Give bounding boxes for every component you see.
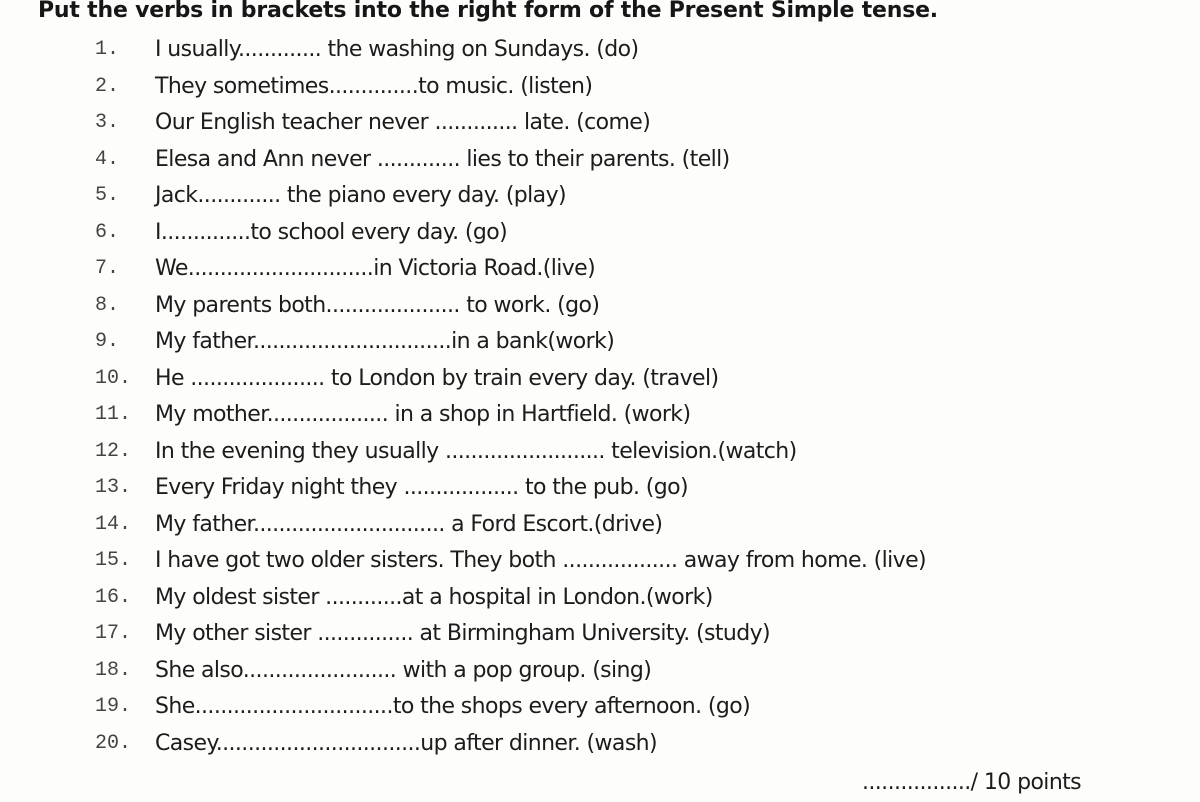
item-sentence: My other sister ............... at Birmingham University. (study)	[155, 621, 770, 646]
item-sentence: She...............................to the shops every afternoon. (go)	[155, 694, 751, 719]
item-sentence: I..............to school every day. (go)	[155, 219, 508, 245]
item-sentence: Jack............. the piano every day. (play)	[155, 183, 566, 208]
exercise-item	[95, 215, 926, 252]
instruction-heading: Put the verbs in brackets into the right form of the Present Simple tense.	[38, 0, 938, 23]
score-line: ................./ 10 points	[862, 770, 1082, 795]
exercise-item	[95, 288, 926, 325]
item-number: 7.	[95, 257, 120, 280]
exercise-item	[95, 361, 926, 398]
item-sentence: My father...............................in a bank(work)	[155, 329, 615, 354]
exercise-item	[95, 178, 926, 215]
item-number: 13.	[95, 476, 132, 499]
item-sentence: My parents both..................... to work. (go)	[155, 292, 600, 318]
item-number: 15.	[95, 549, 132, 572]
item-sentence: Elesa and Ann never ............. lies to their parents. (tell)	[155, 146, 730, 172]
item-sentence: Casey................................up after dinner. (wash)	[155, 730, 658, 756]
item-number: 14.	[95, 512, 132, 536]
item-sentence: She also........................ with a pop group. (sing)	[155, 657, 652, 683]
item-sentence: We.............................in Victoria Road.(live)	[155, 256, 596, 281]
exercise-item	[95, 69, 926, 106]
item-number: 5.	[95, 184, 120, 207]
exercise-item	[95, 251, 926, 288]
exercise-list	[95, 32, 926, 762]
item-number: 17.	[95, 622, 132, 645]
exercise-item	[95, 616, 926, 653]
item-number: 3.	[95, 111, 120, 134]
item-number: 16.	[95, 585, 132, 609]
exercise-item	[95, 470, 926, 507]
item-sentence: Every Friday night they .................. to the pub. (go)	[155, 475, 688, 500]
exercise-item	[95, 32, 926, 69]
item-number: 10.	[95, 366, 132, 390]
exercise-item	[95, 507, 926, 544]
exercise-item	[95, 726, 926, 763]
item-number: 4.	[95, 147, 120, 171]
item-number: 11.	[95, 403, 132, 426]
exercise-item	[95, 653, 926, 690]
exercise-item	[95, 543, 926, 580]
item-number: 12.	[95, 439, 132, 463]
exercise-item	[95, 580, 926, 617]
item-sentence: My father.............................. a Ford Escort.(drive)	[155, 511, 663, 537]
exercise-item	[95, 142, 926, 179]
item-sentence: In the evening they usually ......................... television.(watch)	[155, 438, 797, 464]
exercise-item	[95, 105, 926, 142]
item-number: 19.	[95, 695, 132, 718]
exercise-item	[95, 689, 926, 726]
item-sentence: I usually............. the washing on Sundays. (do)	[155, 37, 639, 62]
item-number: 18.	[95, 658, 132, 682]
exercise-item	[95, 397, 926, 434]
item-sentence: They sometimes..............to music. (listen)	[155, 73, 593, 99]
item-sentence: I have got two older sisters. They both .................. away from home. (live)	[155, 548, 927, 573]
item-number: 20.	[95, 731, 132, 755]
item-number: 2.	[95, 74, 120, 98]
item-sentence: Our English teacher never ............. late. (come)	[155, 110, 651, 135]
item-number: 6.	[95, 220, 120, 244]
item-sentence: He ..................... to London by train every day. (travel)	[155, 365, 719, 391]
item-sentence: My mother................... in a shop in Hartfield. (work)	[155, 402, 691, 427]
item-number: 1.	[95, 38, 120, 61]
item-number: 9.	[95, 330, 120, 353]
item-number: 8.	[95, 293, 120, 317]
exercise-item	[95, 324, 926, 361]
exercise-item	[95, 434, 926, 471]
item-sentence: My oldest sister ............at a hospital in London.(work)	[155, 584, 713, 610]
